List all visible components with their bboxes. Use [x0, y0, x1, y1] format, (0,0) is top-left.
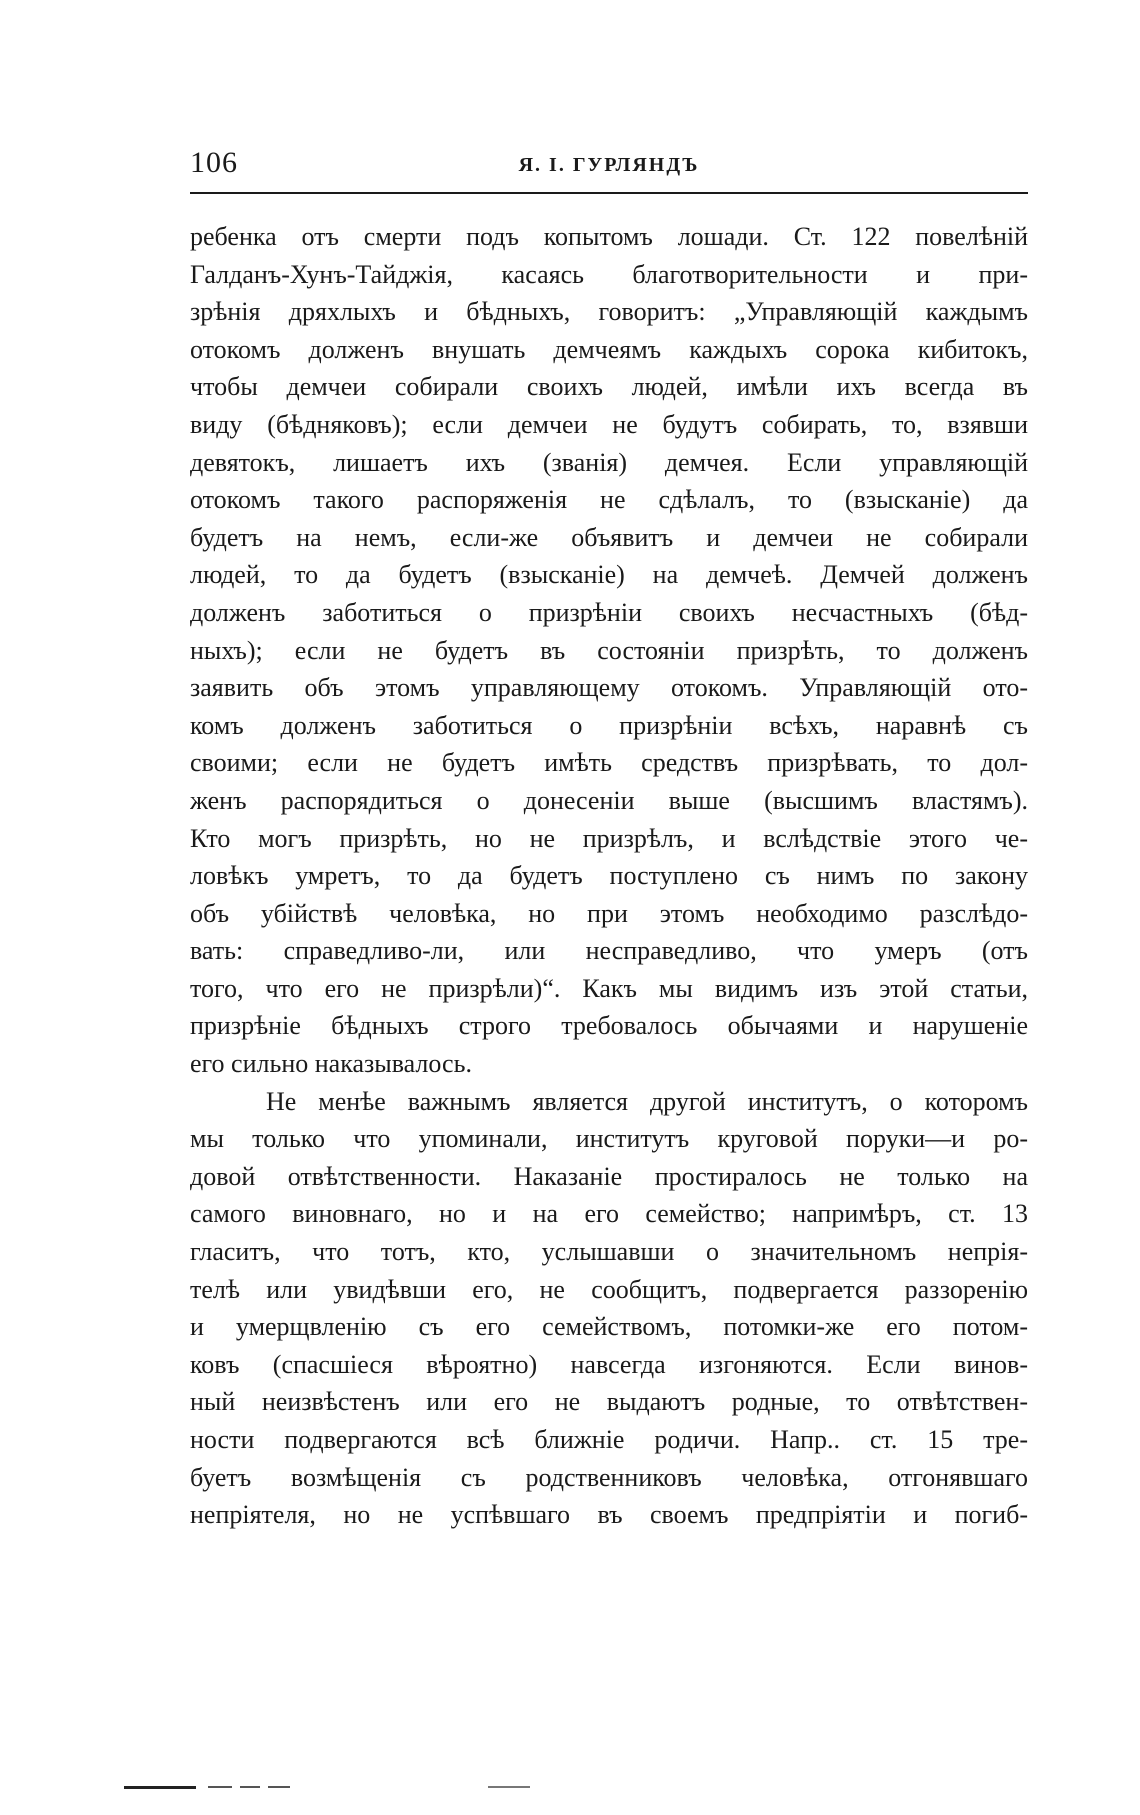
text-line: людей, то да будетъ (взысканіе) на демчеѣ. Демчей долженъ [190, 560, 1028, 590]
text-line: зрѣнія дряхлыхъ и бѣдныхъ, говоритъ: „Управляющій каждымъ [190, 297, 1028, 327]
text-line: долженъ заботиться о призрѣніи своихъ несчастныхъ (бѣд- [190, 597, 1028, 627]
text-line: ности подвергаются всѣ ближніе родичи. Напр.. ст. 15 тре- [190, 1425, 1028, 1454]
text-line: мы только что упоминали, институтъ круговой поруки—и ро- [190, 1124, 1028, 1154]
text-line: виду (бѣдняковъ); если демчеи не будутъ собирать, то, взявши [190, 409, 1028, 439]
text-line: гласитъ, что тотъ, кто, услышавши о значительномъ непрія- [190, 1237, 1028, 1267]
text-line: отокомъ такого распоряженія не сдѣлалъ, то (взысканіе) да [190, 485, 1028, 515]
text-line: вать: справедливо-ли, или несправедливо, что умеръ (отъ [190, 936, 1028, 966]
text-line: ный неизвѣстенъ или его не выдаютъ родные, то отвѣтствен- [190, 1387, 1028, 1417]
text-line: ныхъ); если не будетъ въ состояніи призрѣть, то долженъ [190, 635, 1028, 665]
text-line: буетъ возмѣщенія съ родственниковъ человѣка, отгонявшаго [190, 1462, 1028, 1492]
scan-artifact-rule [268, 1786, 290, 1788]
text-line: непріятеля, но не успѣвшаго въ своемъ предпріятіи и погиб- [190, 1500, 1028, 1530]
text-line: ребенка отъ смерти подъ копытомъ лошади. Ст. 122 повелѣній [190, 222, 1028, 251]
text-line: и умерщвленію съ его семействомъ, потомки-же его потом- [190, 1312, 1028, 1342]
text-line: заявить объ этомъ управляющему отокомъ. Управляющій ото- [190, 673, 1028, 703]
text-line: комъ долженъ заботиться о призрѣніи всѣхъ, наравнѣ съ [190, 710, 1028, 740]
text-line: девятокъ, лишаетъ ихъ (званія) демчея. Если управляющій [190, 447, 1028, 477]
paragraph-end-line: его сильно наказывалось. [190, 1049, 472, 1079]
running-title: Я. І. ГУРЛЯНДЪ [518, 154, 700, 176]
page-number: 106 [190, 146, 238, 179]
text-line: чтобы демчеи собирали своихъ людей, имѣли ихъ всегда въ [190, 372, 1028, 402]
text-line: Галданъ-Хунъ-Тайджія, касаясь благотворительности и при- [190, 259, 1028, 289]
text-line: того, что его не призрѣли)“. Какъ мы видимъ изъ этой статьи, [190, 973, 1028, 1003]
text-line: своими; если не будетъ имѣть средствъ призрѣвать, то дол- [190, 748, 1028, 778]
paragraph-start-line: Не менѣе важнымъ является другой институтъ, о которомъ [266, 1086, 1028, 1116]
running-header [190, 146, 1028, 186]
text-line: отокомъ долженъ внушать демчеямъ каждыхъ сорока кибитокъ, [190, 334, 1028, 364]
text-line: призрѣніе бѣдныхъ строго требовалось обычаями и нарушеніе [190, 1011, 1028, 1041]
body-text [190, 218, 1028, 1534]
text-line: Кто могъ призрѣть, но не призрѣлъ, и вслѣдствіе этого че- [190, 823, 1028, 853]
scan-artifact-rule [488, 1786, 530, 1788]
text-line: ловѣкъ умретъ, то да будетъ поступлено съ нимъ по закону [190, 861, 1028, 891]
text-line: телѣ или увидѣвши его, не сообщитъ, подвергается раззоренію [190, 1274, 1028, 1304]
scan-artifact-rule [208, 1786, 232, 1788]
text-line: будетъ на немъ, если-же объявитъ и демчеи не собирали [190, 522, 1028, 552]
text-line: довой отвѣтственности. Наказаніе простиралось не только на [190, 1161, 1028, 1191]
scan-artifact-rule [240, 1786, 260, 1788]
text-line: ковъ (спасшіеся вѣроятно) навсегда изгоняются. Если винов- [190, 1349, 1028, 1379]
text-line: самого виновнаго, но и на его семейство; напримѣръ, ст. 13 [190, 1199, 1028, 1229]
scan-artifact-rule [124, 1786, 196, 1789]
header-rule [190, 192, 1028, 194]
text-line: объ убійствѣ человѣка, но при этомъ необходимо разслѣдо- [190, 898, 1028, 928]
text-line: женъ распорядиться о донесеніи выше (высшимъ властямъ). [190, 785, 1028, 815]
